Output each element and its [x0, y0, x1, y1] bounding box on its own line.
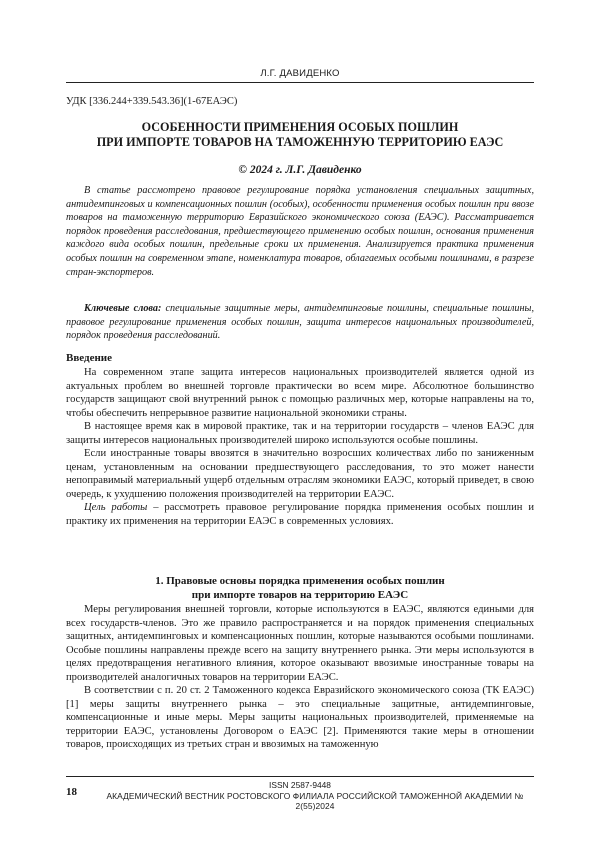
udk-code: УДК [336.244+339.543.36](1-67ЕАЭС): [66, 96, 238, 107]
keywords-label: Ключевые слова:: [84, 303, 162, 314]
keywords: [66, 302, 534, 343]
running-header: Л.Г. ДАВИДЕНКО: [260, 68, 340, 79]
intro-body: [66, 366, 534, 529]
keywords-text: специальные защитные меры, антидемпинговые пошлины, специальные пошлины, правовое регулирование применения особых пошлин, защита интересов национальных производителей, порядок проведения расследований.: [66, 303, 535, 342]
paragraph: Если иностранные товары ввозятся в значительно возросших количествах либо по заниженным ценам, установленным на основании предшествующего расследования, то это может нанести непоправимый материальный ущерб отдельным отраслям экономики ЕАЭС, который приведет, в свою очередь, к ухудшению положения производителей на территории ЕАЭС.: [66, 448, 534, 500]
paragraph: На современном этапе защита интересов национальных производителей является одной из актуальных проблем во внешней торговле практически во всем мире. Абсолютное большинство государств защищают свой внутренний рынок с помощью различных мер, которые направлены на то, чтобы обеспечить непрерывное развитие национальной экономики страны.: [66, 367, 534, 419]
section-heading: [66, 574, 534, 602]
title-line: ОСОБЕННОСТИ ПРИМЕНЕНИЯ ОСОБЫХ ПОШЛИН: [141, 120, 459, 134]
issn: ISSN 2587-9448: [269, 780, 331, 790]
author-line: © 2024 г. Л.Г. Давиденко: [238, 164, 362, 176]
section-heading-line: при импорте товаров на территорию ЕАЭС: [191, 589, 409, 601]
header-divider: [66, 82, 534, 83]
section-body: [66, 603, 534, 752]
article-title: [66, 120, 534, 150]
aim-label: Цель работы: [84, 502, 148, 514]
paragraph: Меры регулирования внешней торговли, которые используются в ЕАЭС, являются едиными для всех государств-членов. Это же правило распространяется и на порядок применения специальных защитных, антидемпинговых и компенсационных пошлин, которые называются особыми пошлинами. Особые пошлины направлены прежде всего на защиту внутреннего рынка. Эти меры используются в целях предотвращения негативного влияния, которое оказывают ввозимые иностранные товары на производителей аналогичных товаров на территории ЕАЭС.: [66, 604, 534, 683]
paragraph: В настоящее время как в мировой практике, так и на территории государств – членов ЕАЭС для защиты интересов национальных производителей широко используются особые пошлины.: [66, 421, 534, 446]
journal-title: АКАДЕМИЧЕСКИЙ ВЕСТНИК РОСТОВСКОГО ФИЛИАЛА РОССИЙСКОЙ ТАМОЖЕННОЙ АКАДЕМИИ № 2(55)2024: [106, 791, 524, 811]
intro-heading: Введение: [66, 352, 113, 364]
page-number: 18: [66, 786, 77, 798]
footer-divider: [66, 776, 534, 777]
paragraph: [66, 501, 534, 528]
section-heading-line: 1. Правовые основы порядка применения особых пошлин: [155, 575, 445, 587]
paragraph: В соответствии с п. 20 ст. 2 Таможенного кодекса Евразийского экономического союза (ТК ЕАЭС) [1] меры защиты внутреннего рынка – это специальные защитные, антидемпинговые, компенсационные и иные меры. Меры защиты национальных производителей, применяемые на территории ЕАЭС, установлены Договором о ЕАЭС [2]. Применяются такие меры в отношении товаров, происходящих из третьих стран и ввозимых на таможенную: [66, 685, 534, 751]
abstract: В статье рассмотрено правовое регулирование порядка установления специальных защитных, антидемпинговых и компенсационных пошлин (особых), особенности применения особых пошлин при ввозе товаров на таможенную территорию Евразийского экономического союза (ЕАЭС). Рассматривается порядок проведения расследования, предшествующего применению особых пошлин, основания применения каждого вида особых пошлин, предельные сроки их применения. Анализируется практика применения особых пошлин на современном этапе, номенклатура товаров, облагаемых особыми пошлинами, в разрезе стран-экспортеров.: [66, 185, 534, 278]
title-line: ПРИ ИМПОРТЕ ТОВАРОВ НА ТАМОЖЕННУЮ ТЕРРИТОРИЮ ЕАЭС: [96, 135, 504, 149]
aim-text: – рассмотреть правовое регулирование порядка применения особых пошлин и практику их применения на территории ЕАЭС в современных условиях.: [66, 502, 534, 528]
